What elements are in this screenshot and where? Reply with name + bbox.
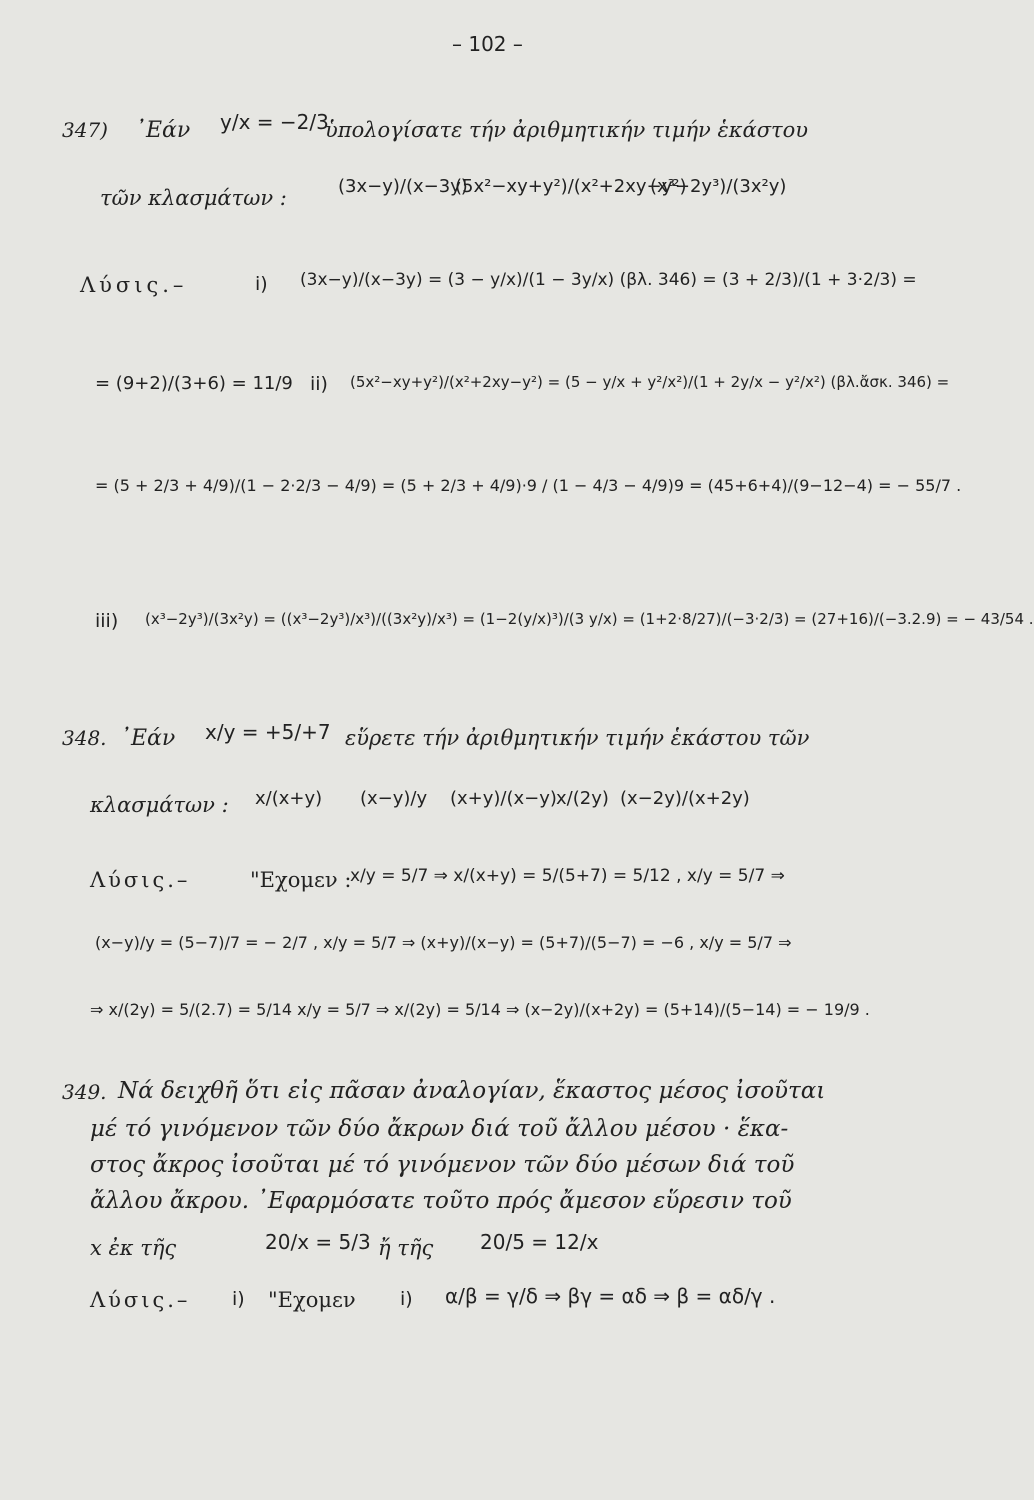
exercise-347-intro: ᾽Εάν <box>135 118 191 143</box>
exercise-348-have: "Εχομεν : <box>250 868 352 892</box>
exercise-348-fraction-3: (x+y)/(x−y) <box>450 788 557 809</box>
exercise-347-line-iii: (x³−2y³)/(3x²y) = ((x³−2y³)/x³)/((3x²y)/x³) = (1−2(y/x)³)/(3 y/x) = (1+2·8/27)/(−3·2/3) = (27+16)/(−3.2.9) = − 43/54 . <box>145 610 1034 628</box>
exercise-348-fraction-4: x/(2y) <box>556 788 609 809</box>
exercise-349-solution-label: Λύσις.– <box>90 1288 191 1312</box>
exercise-348-solution-label: Λύσις.– <box>90 868 191 892</box>
exercise-347-given: y/x = −2/3 <box>220 110 329 134</box>
exercise-347-solution-label: Λύσις.– <box>80 273 188 297</box>
exercise-347-fraction-1: (3x−y)/(x−3y) <box>338 176 468 197</box>
exercise-347-part-i: i) <box>255 273 268 295</box>
exercise-349-or: ἤ τῆς <box>378 1236 434 1260</box>
exercise-348-number: 348. <box>62 726 107 750</box>
exercise-349-part-i: i) <box>232 1288 245 1310</box>
exercise-347-line-i: (3x−y)/(x−3y) = (3 − y/x)/(1 − 3y/x) (βλ. 346) = (3 + 2/3)/(1 + 3·2/3) = <box>300 270 917 290</box>
exercise-348-fraction-1: x/(x+y) <box>255 788 323 809</box>
exercise-349-number: 349. <box>62 1080 107 1104</box>
exercise-349-line: α/β = γ/δ ⇒ βγ = αδ ⇒ β = αδ/γ . <box>445 1284 776 1308</box>
exercise-349-equation-1: 20/x = 5/3 <box>265 1230 371 1254</box>
exercise-347-task: ὑπολογίσατε τήν ἀριθμητικήν τιμήν ἑκάστου <box>325 118 809 142</box>
exercise-349-text-5: x ἐκ τῆς <box>90 1236 177 1260</box>
exercise-348-task: εὕρετε τήν ἀριθμητικήν τιμήν ἑκάστου τῶν <box>345 726 810 750</box>
exercise-348-line-3: ⇒ x/(2y) = 5/(2.7) = 5/14 x/y = 5/7 ⇒ x/(2y) = 5/14 ⇒ (x−2y)/(x+2y) = (5+14)/(5−14) = − 19/9 . <box>90 1000 870 1019</box>
exercise-348-task2: κλασμάτων : <box>90 793 229 817</box>
exercise-349-part-i-repeat: i) <box>400 1288 413 1310</box>
exercise-347-line-ii-b: = (5 + 2/3 + 4/9)/(1 − 2·2/3 − 4/9) = (5 + 2/3 + 4/9)·9 / (1 − 4/3 − 4/9)9 = (45+6+4)/(9−12−4) = − 55/7 . <box>95 476 962 495</box>
exercise-348-line-1: x/y = 5/7 ⇒ x/(x+y) = 5/(5+7) = 5/12 , x/y = 5/7 ⇒ <box>350 866 785 886</box>
exercise-347-part-ii: ii) <box>310 373 328 395</box>
exercise-348-intro: ᾽Εάν <box>120 726 176 751</box>
exercise-349-have: "Εχομεν <box>268 1288 356 1312</box>
exercise-347-fraction-2: (5x²−xy+y²)/(x²+2xy−y²) <box>455 176 687 197</box>
exercise-349-text-2: μέ τό γινόμενον τῶν δύο ἄκρων διά τοῦ ἄλλου μέσου · ἕκα- <box>90 1116 789 1142</box>
exercise-348-fraction-5: (x−2y)/(x+2y) <box>620 788 750 809</box>
exercise-347-part-iii: iii) <box>95 610 119 632</box>
exercise-347-line-ii: (5x²−xy+y²)/(x²+2xy−y²) = (5 − y/x + y²/x²)/(1 + 2y/x − y²/x²) (βλ.ἄσκ. 346) = <box>350 373 950 391</box>
exercise-348-fraction-2: (x−y)/y <box>360 788 428 809</box>
exercise-348-given: x/y = +5/+7 <box>205 720 331 744</box>
exercise-348-line-2: (x−y)/y = (5−7)/7 = − 2/7 , x/y = 5/7 ⇒ (x+y)/(x−y) = (5+7)/(5−7) = −6 , x/y = 5/7 ⇒ <box>95 933 792 952</box>
page-number: – 102 – <box>452 32 523 56</box>
exercise-347-task2: τῶν κλασμάτων : <box>100 186 287 210</box>
exercise-347-number: 347) <box>62 118 108 142</box>
exercise-349-text-3: στος ἄκρος ἰσοῦται μέ τό γινόμενον τῶν δύο μέσων διά τοῦ <box>90 1152 795 1178</box>
exercise-347-line-i-result: = (9+2)/(3+6) = 11/9 <box>95 373 293 394</box>
exercise-347-fraction-3: (x³−2y³)/(3x²y) <box>650 176 787 197</box>
exercise-349-text-1: Νά δειχθῆ ὅτι εἰς πᾶσαν ἀναλογίαν, ἕκαστος μέσος ἰσοῦται <box>118 1078 826 1104</box>
exercise-349-equation-2: 20/5 = 12/x <box>480 1230 599 1254</box>
exercise-349-text-4: ἄλλου ἄκρου. ᾽Εφαρμόσατε τοῦτο πρός ἄμεσον εὕρεσιν τοῦ <box>90 1188 792 1214</box>
